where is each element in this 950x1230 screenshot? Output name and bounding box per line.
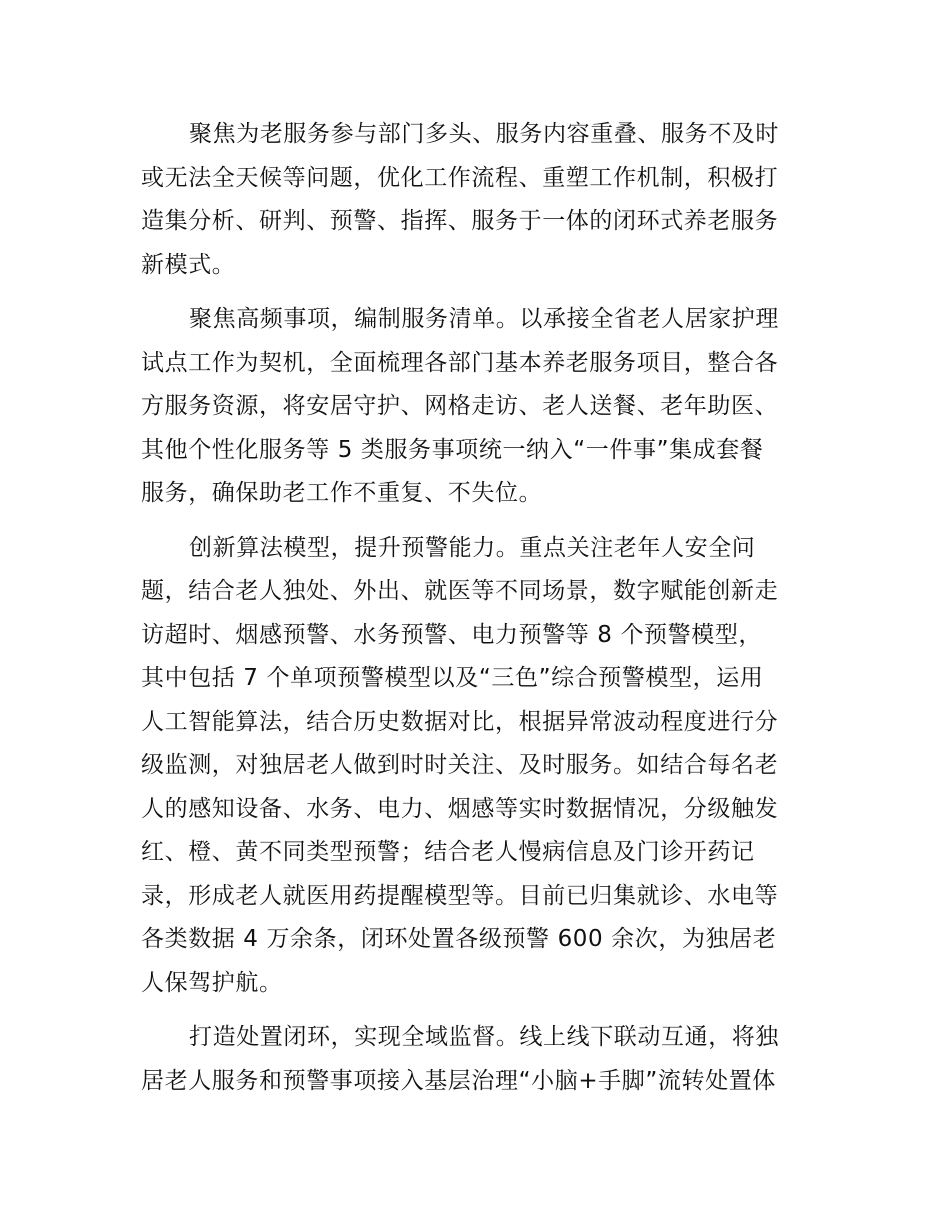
text-line: 居老人服务和预警事项接入基层治理“小脑+手脚”流转处置体: [141, 1067, 776, 1094]
text-line: 方服务资源，将安居守护、网格走访、老人送餐、老年助医、: [141, 393, 779, 419]
text-line: 人工智能算法，结合历史数据对比，根据异常波动程度进行分: [141, 708, 779, 735]
text-line: 其中包括 7 个单项预警模型以及“三色”综合预警模型，运用: [141, 665, 764, 691]
text-line: 新模式。: [141, 251, 236, 278]
text-line: 各类数据 4 万余条，闭环处置各级预警 600 余次，为独居老: [141, 926, 777, 952]
paragraph-warning-models: [141, 527, 813, 1006]
text-line: 人的感知设备、水务、电力、烟感等实时数据情况，分级触发: [141, 795, 779, 822]
text-line: 或无法全天候等问题，优化工作流程、重塑工作机制，积极打: [141, 164, 779, 191]
text-line: 其他个性化服务等 5 类服务事项统一纳入“一件事”集成套餐: [141, 436, 764, 463]
paragraph-intro: [141, 113, 813, 287]
text-line: 服务，确保助老工作不重复、不失位。: [141, 480, 543, 506]
text-line: 人保驾护航。: [141, 969, 283, 996]
text-line: 聚焦为老服务参与部门多头、服务内容重叠、服务不及时: [189, 121, 779, 147]
document-page: [141, 113, 813, 1114]
text-line: 造集分析、研判、预警、指挥、服务于一体的闭环式养老服务: [141, 208, 779, 234]
text-line: 聚焦高频事项，编制服务清单。以承接全省老人居家护理: [189, 306, 779, 332]
text-line: 打造处置闭环，实现全域监督。线上线下联动互通，将独: [189, 1024, 779, 1050]
text-line: 访超时、烟感预警、水务预警、电力预警等 8 个预警模型，: [141, 621, 763, 648]
text-line: 试点工作为契机，全面梳理各部门基本养老服务项目，整合各: [141, 349, 779, 376]
text-line: 红、橙、黄不同类型预警；结合老人慢病信息及门诊开药记: [141, 839, 755, 865]
text-line: 级监测，对独居老人做到时时关注、及时服务。如结合每名老: [141, 752, 779, 778]
text-line: 录，形成老人就医用药提醒模型等。目前已归集就诊、水电等: [141, 882, 779, 909]
paragraph-service-list: [141, 298, 813, 516]
text-line: 题，结合老人独处、外出、就医等不同场景，数字赋能创新走: [141, 578, 779, 604]
paragraph-closed-loop: [141, 1016, 813, 1103]
text-line: 创新算法模型，提升预警能力。重点关注老年人安全问: [189, 534, 756, 561]
